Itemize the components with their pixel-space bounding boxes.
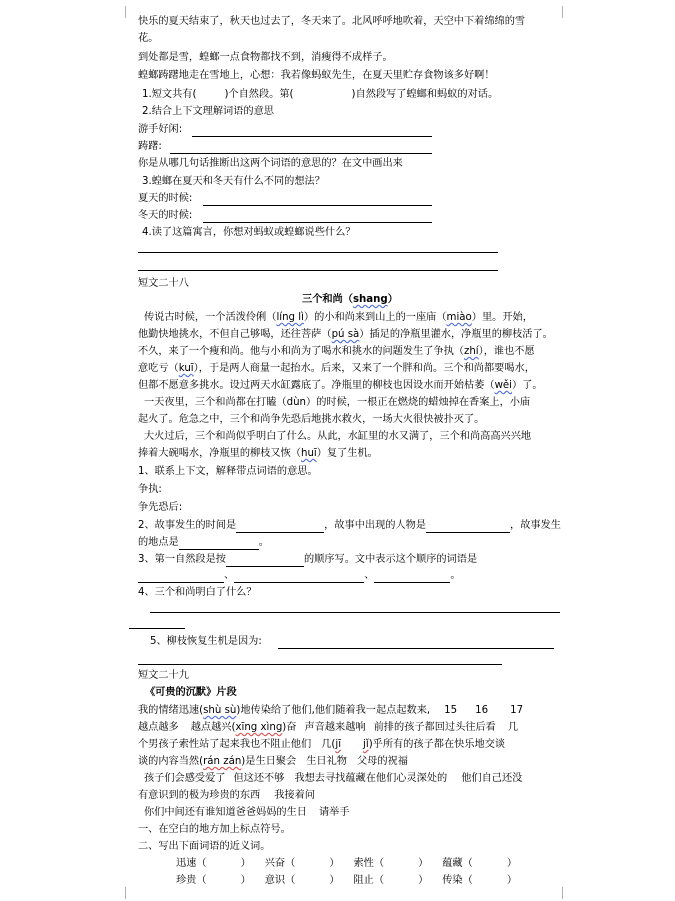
text: 请举手 (319, 807, 350, 818)
story29-question2: 二、写出下面词语的近义词。 (138, 841, 271, 852)
story28-question2 (138, 520, 561, 533)
text: 3、第一自然段是按 (138, 554, 226, 565)
text: ，故事中出现的人物是 (324, 520, 427, 531)
text: ）插足的净瓶里灌水，净瓶里的柳枝活了。 (359, 329, 553, 340)
story28-line7: 起火了。危急之中，三个和尚争先恐后地挑水救火，一场大火很快被扑灭了。 (138, 414, 485, 425)
crop-mark-bottom-left (113, 887, 126, 899)
story28-line1 (144, 312, 533, 324)
pinyin: zhí (464, 346, 479, 357)
separator: 、 (224, 570, 235, 581)
text: ）里。开始， (471, 312, 533, 323)
text: 捧着大碗喝水，净瓶里的柳枝又恢（ (138, 448, 301, 459)
text: )奋 (282, 722, 297, 733)
pinyin: miào (446, 312, 472, 323)
answer-line[interactable] (203, 205, 432, 206)
title-text: 三个和尚（ (302, 294, 353, 305)
story28-line2 (138, 329, 553, 341)
pinyin: jǐ (363, 739, 369, 750)
blank-place[interactable] (179, 537, 259, 550)
summer-label: 夏天的时候: (138, 193, 193, 204)
answer-line[interactable] (203, 222, 432, 223)
text: ），于是两人商量一起抬水。后来，又来了一个胖和尚。三个和尚都要喝水， (193, 363, 535, 374)
story29-line7 (144, 807, 350, 819)
text: 你们中间还有谁知道爸爸妈妈的生日 (144, 807, 307, 818)
story29-line1 (138, 705, 523, 717)
story29-line4 (138, 756, 408, 768)
story27-paragraph1-end: 花。 (138, 33, 159, 44)
separator: 、 (364, 570, 375, 581)
pinyin: rán zán (203, 756, 242, 767)
number: 16 (475, 705, 489, 716)
answer-line[interactable] (192, 136, 432, 137)
number: 17 (510, 705, 524, 716)
story29-line6 (138, 790, 315, 802)
synonym-row-2 (176, 875, 517, 887)
story29-line3 (138, 739, 505, 751)
title-close: ） (387, 294, 398, 305)
paren: ） (418, 858, 429, 869)
text: 但都不愿意多挑水。设过两天水缸露底了。净瓶里的柳枝也因设水而开始枯萎（ (138, 380, 495, 391)
text: 声音越来越响 (304, 722, 366, 733)
answer-line[interactable] (150, 612, 560, 613)
word-zhengxiankonghou: 争先恐后: (138, 502, 183, 513)
text: 父母的祝福 (356, 756, 408, 767)
pinyin: shù sù (203, 705, 237, 716)
pinyin: kuī (178, 363, 194, 374)
text: 有意识到的极为珍贵的东西 (138, 790, 261, 801)
story27-question1 (142, 89, 498, 101)
q1-part-b: )个自然段。第( (224, 89, 294, 100)
story28-line4 (138, 363, 535, 375)
blank-word2[interactable] (234, 570, 364, 583)
text: 几 (507, 722, 519, 733)
text: 2、故事发生的时间是 (138, 520, 237, 531)
answer-line[interactable] (138, 270, 498, 271)
synonym-word: 迅速（ (176, 858, 207, 869)
story29-line5 (144, 773, 522, 785)
story28-question3-blanks (138, 570, 461, 583)
text: 但这还不够 (233, 773, 285, 784)
story28-question3 (138, 554, 477, 567)
pinyin: wěi (494, 380, 512, 391)
story29-label: 短文二十九 (138, 670, 189, 681)
blank-word3[interactable] (374, 570, 450, 583)
crop-mark-bottom-right (562, 887, 575, 899)
pinyin: líng lì (276, 312, 304, 323)
paren: ） (329, 875, 340, 886)
synonym-row-1 (176, 858, 517, 870)
story28-line3 (138, 346, 535, 358)
blank-characters[interactable] (426, 520, 510, 533)
text: 越点越多 (138, 722, 179, 733)
text: 孩子们会感受爱了 (144, 773, 226, 784)
text: ）复了生机。 (316, 448, 378, 459)
text: 前排的孩子都回过头往后看 (373, 722, 496, 733)
answer-line[interactable] (278, 648, 554, 649)
text: ），谁也不愿 (478, 346, 535, 357)
synonym-word: 阻止（ (353, 875, 385, 886)
answer-line[interactable] (138, 664, 502, 665)
synonym-word: 兴奋（ (264, 858, 296, 869)
text: 意吃亏（ (138, 363, 179, 374)
blank-word1[interactable] (138, 570, 224, 583)
synonym-word: 蕴藏（ (442, 858, 473, 869)
story27-question2: 2.结合上下文理解词语的意思 (142, 106, 274, 117)
story28-line9 (138, 448, 378, 460)
story27-question2b: 你是从哪几句话推断出这两个词语的意思的？在文中画出来 (138, 158, 403, 169)
text: 我的情绪迅速( (138, 705, 204, 716)
text: )乎所有的孩子都在快乐地交谈 (368, 739, 506, 750)
story28-question5: 5、柳枝恢复生机是因为: (150, 636, 262, 647)
text: ）的小和尚来到山上的一座庙（ (303, 312, 447, 323)
title-pinyin: shang (352, 294, 388, 305)
paren: ） (506, 858, 517, 869)
text: 谈的内容当然( (138, 756, 204, 767)
paren: ） (240, 858, 251, 869)
story28-question4: 4、三个和尚明白了什么？ (138, 587, 257, 598)
text: 我接着问 (274, 790, 315, 801)
story28-line8: 大火过后，三个和尚似乎明白了什么。从此，水缸里的水又满了，三个和尚高高兴兴地 (144, 431, 532, 442)
answer-line[interactable] (170, 153, 432, 154)
text: )地传染给了他们,他们随着我一起点起数来, (236, 705, 431, 716)
synonym-word: 珍贵（ (176, 875, 207, 886)
text: 越点越兴( (190, 722, 236, 733)
paren: ） (329, 858, 340, 869)
text: 个男孩子索性站了起来我也不阻止他们 (138, 739, 312, 750)
pinyin: jī (335, 739, 342, 750)
story27-question4: 4.读了这篇寓言，你想对蚂蚁或蝗螂说些什么？ (142, 227, 356, 238)
q1-part-c: )自然段写了蝗螂和蚂蚁的对话。 (351, 89, 499, 100)
paren: ） (506, 875, 517, 886)
paren: ） (418, 875, 429, 886)
text: 我想去寻找蕴藏在他们心灵深处的 (294, 773, 448, 784)
crop-mark-top-left (113, 6, 126, 18)
text: 他勤快地挑水，不但自己够喝，还往菩萨（ (138, 329, 332, 340)
story28-question1: 1、联系上下文，解释带点词语的意思。 (138, 466, 318, 477)
number: 15 (444, 705, 458, 716)
story27-question3: 3.蝗螂在夏天和冬天有什么不同的想法？ (142, 176, 325, 187)
text: 传说古时候，一个活泼伶俐（ (144, 312, 277, 323)
story27-paragraph1: 快乐的夏天结束了，秋天也过去了，冬天来了。北风呼呼地吹着，天空中下着绵绵的雪 (138, 16, 526, 27)
story28-line6: 一天夜里，三个和尚都在打瞌（dùn）的时候，一根正在燃烧的蜡烛掉在香案上，小庙 (144, 397, 531, 408)
word-zhengzhi: 争执: (138, 484, 162, 495)
text: )是生日聚会 (241, 756, 297, 767)
blank-time[interactable] (236, 520, 324, 533)
story28-title (302, 294, 398, 306)
text: 不久，来了一个瘦和尚。他与小和尚为了喝水和挑水的问题发生了争执（ (138, 346, 464, 357)
answer-line[interactable] (138, 252, 498, 253)
blank-order[interactable] (226, 554, 304, 567)
story27-paragraph3: 蝗螂踌躇地走在雪地上，心想：我若像蚂蚁先生，在夏天里贮存食物该多好啊！ (138, 70, 495, 81)
winter-label: 冬天的时候: (138, 210, 193, 221)
answer-line[interactable] (129, 628, 185, 629)
story27-paragraph2: 到处都是雪，蝗螂一点食物都找不到，消瘦得不成样子。 (138, 52, 393, 63)
story29-line2 (138, 722, 518, 734)
text: 几( (321, 739, 336, 750)
text: 的顺序写。文中表示这个顺序的词语是 (303, 554, 478, 565)
story28-line5 (138, 380, 543, 392)
text: 。 (450, 570, 461, 581)
story29-question1: 一、在空白的地方加上标点符号。 (138, 824, 291, 835)
synonym-word: 意识（ (264, 875, 296, 886)
word-youshouhaoxian: 游手好闲: (138, 124, 183, 135)
story28-label: 短文二十八 (138, 278, 189, 289)
text: 。 (258, 537, 269, 548)
synonym-word: 索性（ (353, 858, 385, 869)
pinyin: xīng xìng (235, 722, 283, 733)
text: 生日礼物 (306, 756, 347, 767)
synonym-word: 传染（ (442, 875, 473, 886)
text: ）了。 (512, 380, 543, 391)
story29-title: 《可贵的沉默》片段 (145, 687, 237, 698)
paren: ） (240, 875, 251, 886)
pinyin: pú sà (331, 329, 360, 340)
q1-part-a: 1.短文共有( (142, 89, 197, 100)
word-chouchu: 踌躇: (138, 141, 162, 152)
story28-question2-cont (138, 537, 269, 550)
text: 他们自己还没 (461, 773, 523, 784)
crop-mark-top-right (562, 6, 575, 18)
text: 的地点是 (138, 537, 179, 548)
pinyin: huī (301, 448, 317, 459)
text: ，故事发生 (510, 520, 561, 531)
